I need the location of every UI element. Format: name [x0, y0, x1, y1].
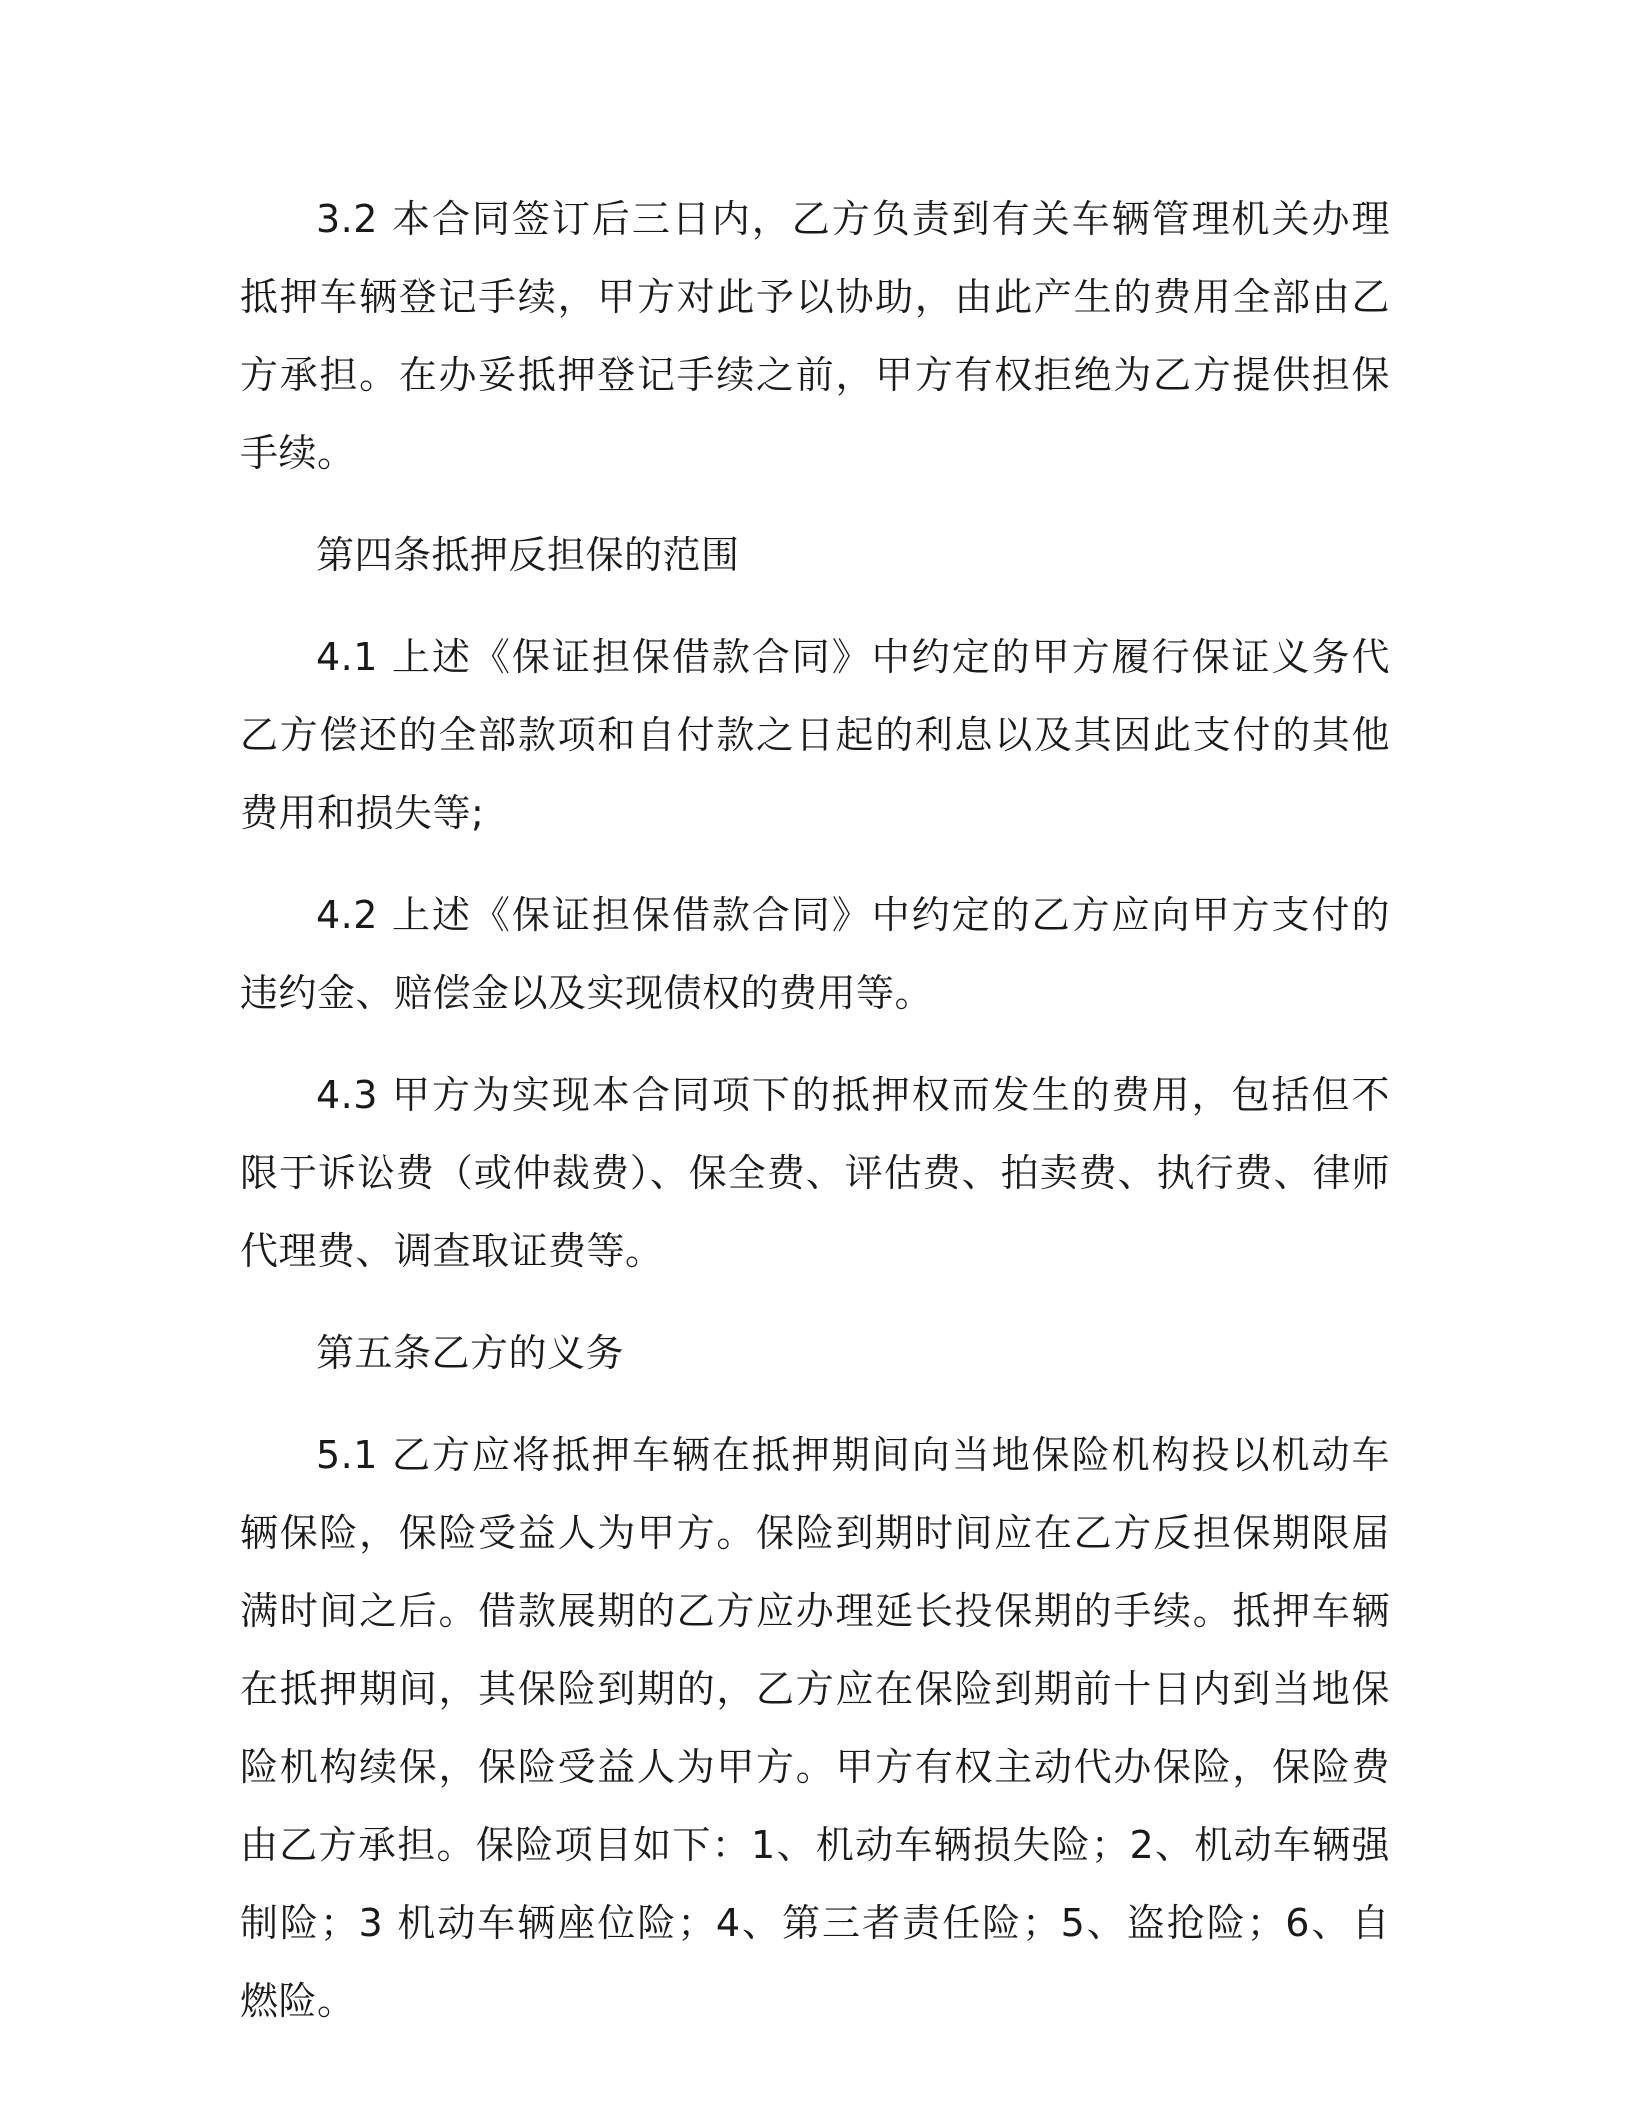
clause-3-2: 3.2 本合同签订后三日内，乙方负责到有关车辆管理机关办理抵押车辆登记手续，甲方对此予以协助，由此产生的费用全部由乙方承担。在办妥抵押登记手续之前，甲方有权拒绝为乙方提供担保手续。 [240, 197, 1390, 475]
article-5-heading: 第五条乙方的义务 [316, 1331, 625, 1375]
article-4-heading: 第四条抵押反担保的范围 [316, 533, 740, 577]
document-page [240, 180, 1390, 2040]
clause-5-1: 5.1 乙方应将抵押车辆在抵押期间向当地保险机构投以机动车辆保险，保险受益人为甲方。保险到期时间应在乙方反担保期限届满时间之后。借款展期的乙方应办理延长投保期的手续。抵押车辆在抵押期间，其保险到期的，乙方应在保险到期前十日内到当地保险机构续保，保险受益人为甲方。甲方有权主动代办保险，保险费由乙方承担。保险项目如下：1、机动车辆损失险；2、机动车辆强制险；3 机动车辆座位险；4、第三者责任险；5、盗抢险；6、自燃险。 [240, 1433, 1390, 2023]
clause-4-3: 4.3 甲方为实现本合同项下的抵押权而发生的费用，包括但不限于诉讼费（或仲裁费）、保全费、评估费、拍卖费、执行费、律师代理费、调查取证费等。 [240, 1073, 1390, 1273]
clause-4-1: 4.1 上述《保证担保借款合同》中约定的甲方履行保证义务代乙方偿还的全部款项和自付款之日起的利息以及其因此支付的其他费用和损失等; [240, 635, 1390, 835]
clause-4-2: 4.2 上述《保证担保借款合同》中约定的乙方应向甲方支付的违约金、赔偿金以及实现债权的费用等。 [240, 893, 1390, 1015]
